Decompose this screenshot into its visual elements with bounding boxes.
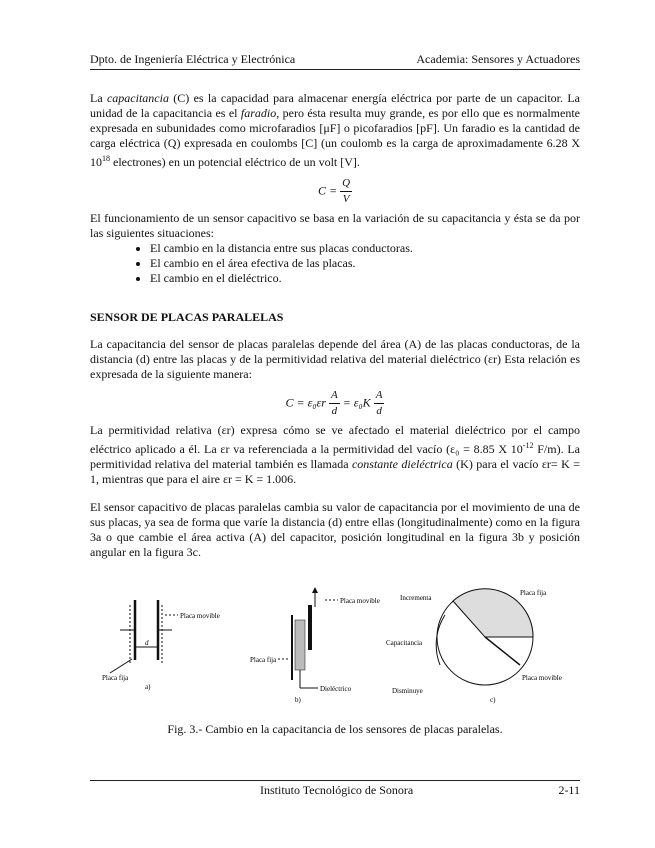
label-c-capacitance: Capacitancia [386, 639, 423, 647]
figure-caption: Fig. 3.- Cambio en la capacitancia de los sensores de placas paralelas. [167, 722, 503, 736]
label-c-increase: Incrementa [400, 594, 432, 602]
figure-3a [102, 600, 220, 691]
page-header [90, 52, 580, 70]
equation-capacitance: C = $\frac{Q}{V}$ [317, 177, 351, 205]
equation-parallel-plates: C = ε₀εr $\frac{A}{d}$ = ε₀K $\frac{A}{d}$ [285, 389, 383, 417]
page-number: 2-11 [558, 783, 580, 797]
label-b: b) [295, 696, 301, 704]
label-a: a) [145, 683, 151, 691]
label-c-decrease: Disminuye [392, 687, 423, 695]
header-department: Dpto. de Ingeniería Eléctrica y Electrónica [90, 52, 296, 66]
label-c: c) [490, 696, 496, 704]
bullet-list [90, 241, 580, 286]
figure-3b [250, 587, 380, 704]
label-a-movable: Placa movible [180, 612, 220, 620]
paragraph-sensor-principle: El funcionamiento de un sensor capacitivo se basa en la variación de su capacitancia y ésta se da por las siguientes situaciones: [90, 211, 580, 240]
figure-3c [386, 589, 562, 704]
header-academy: Academia: Sensores y Actuadores [416, 52, 580, 66]
paragraph-capacitance: La capacitancia (C) es la capacidad para almacenar energía eléctrica por parte de un capacitor. La unidad de la capacitancia es el faradio, pero ésta resulta muy grande, es por ello que es normalmente expresada en subunidades como microfaradios [μF] o picofaradios [pF]. Un faradio es la cantidad de carga eléctrica (Q) expresada en coulombs [C] (un coulomb es la carga de aproximadamente 6.28 X $10^{18}$ electrones) en un potencial eléctrico de un volt [V]. [90, 91, 580, 169]
figure-3 [90, 585, 580, 705]
page-footer [90, 780, 580, 797]
list-item: • El cambio en el área efectiva de las placas. [150, 256, 580, 271]
svg-text:d: d [145, 639, 149, 647]
list-item: • El cambio en la distancia entre sus placas conductoras. [150, 241, 580, 256]
label-b-dielectric: Dieléctrico [320, 685, 352, 693]
page-body [90, 91, 580, 560]
figure-diagram [90, 585, 580, 705]
list-item: • El cambio en el dieléctrico. [150, 271, 580, 286]
paragraph-parallel-plates: La capacitancia del sensor de placas paralelas depende del área (A) de las placas conductoras, de la distancia (d) entre las placas y de la permitividad relativa del material dieléctrico (εr) Esta relación es expresada de la siguiente manera: [90, 337, 580, 381]
paragraph-permittivity: La permitividad relativa (εr) expresa cómo se ve afectado el material dieléctrico por el campo eléctrico aplicado a él. La εr va referenciada a la permitividad del vacío (ε₀ = 8.85 X $10^{-12}$ F/m). La permitividad relativa del material también es llamada constante dieléctrica (K) para el vacío εr= K = 1, mientras que para el aire εr = K = 1.006. [90, 423, 580, 486]
label-a-fixed: Placa fija [102, 674, 129, 682]
label-c-fixed: Placa fija [520, 589, 547, 597]
section-title: SENSOR DE PLACAS PARALELAS [90, 310, 284, 324]
label-b-movable: Placa movible [340, 597, 380, 605]
paragraph-sensor-movement: El sensor capacitivo de placas paralelas cambia su valor de capacitancia por el movimiento de una de sus placas, ya sea de forma que varíe la distancia (d) entre ellas (longitudinalmente) como en la figura 3a o que cambie el área activa (A) del capacitor, posición longitudinal en la figura 3b y posición angular en la figura 3c. [90, 500, 580, 559]
footer-institute: Instituto Tecnológico de Sonora [260, 783, 414, 797]
label-b-fixed: Placa fija [250, 656, 277, 664]
label-c-movable: Placa movible [522, 674, 562, 682]
